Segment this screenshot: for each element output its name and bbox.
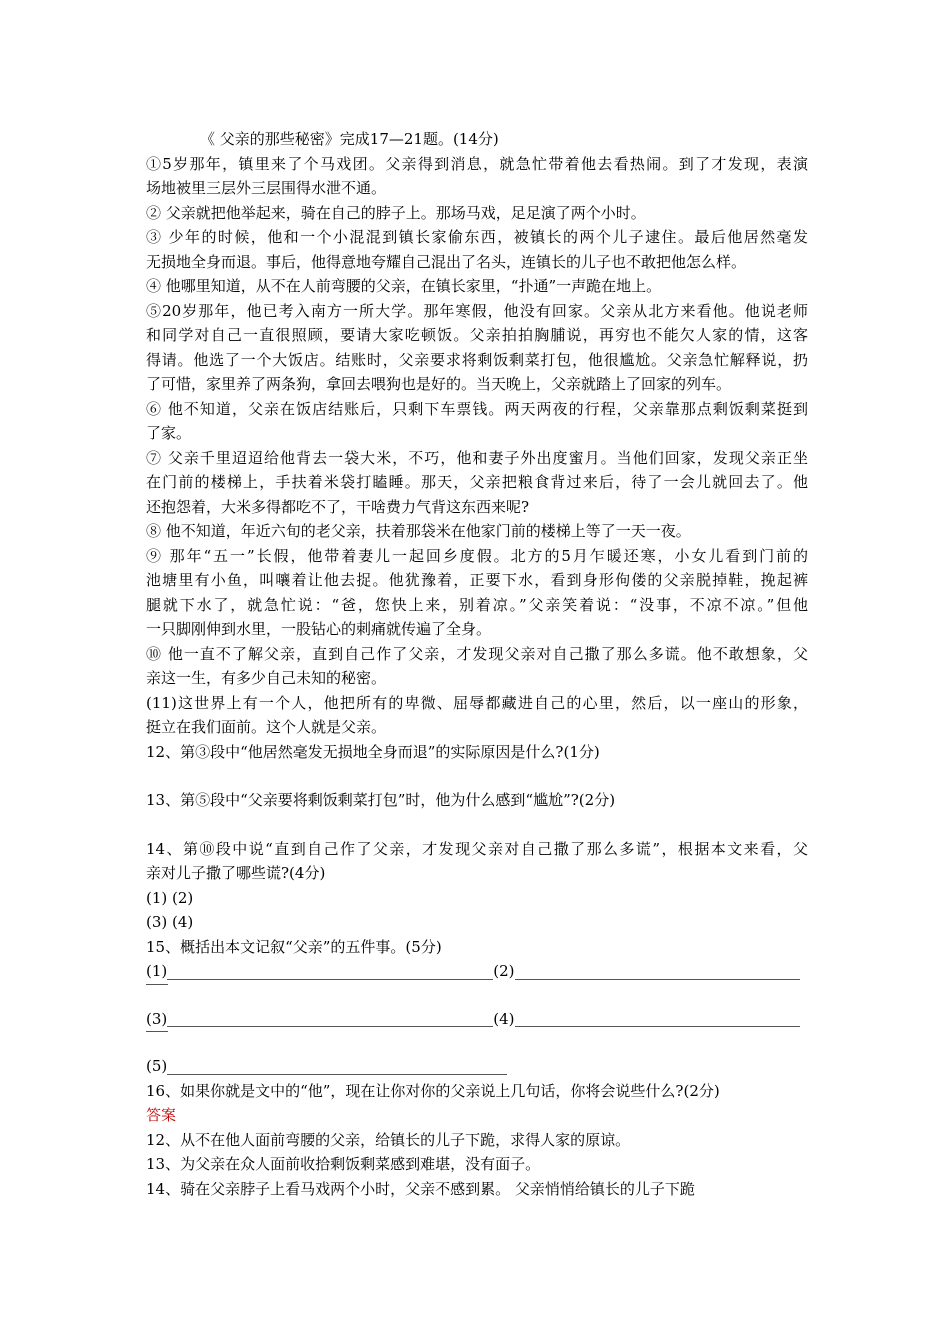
answer-blank-2[interactable] (515, 962, 800, 980)
paragraph-11-line: 挺立在我们面前。这个人就是父亲。 (146, 718, 387, 736)
document-page (146, 127, 808, 1201)
paragraph-9-line: 一只脚刚伸到水里，一股钻心的刺痛就传遍了全身。 (146, 620, 492, 638)
answer-blank-4[interactable] (515, 1009, 800, 1027)
blank-label-1: (1) (146, 962, 168, 980)
paragraph-5-line: ⑤20岁那年，他已考入南方一所大学。那年寒假，他没有回家。父亲从北方来看他。他说老师 (146, 301, 808, 320)
paragraph-8-line: ⑧ 他不知道，年近六旬的老父亲，扶着那袋米在他家门前的楼梯上等了一天一夜。 (146, 522, 691, 540)
paragraph-6-line: 了家。 (146, 424, 192, 442)
paragraph-3-line: ③ 少年的时候，他和一个小混混到镇长家偷东西，被镇长的两个儿子逮住。最后他居然毫发 (146, 228, 808, 246)
paragraph-5-line: 得请。他选了一个大饭店。结账时，父亲要求将剩饭剩菜打包，他很尴尬。父亲急忙解释说，扔 (146, 350, 808, 369)
answer-row-3-4 (146, 1007, 808, 1032)
question-14-answer-row-2: (3) (4) (146, 913, 194, 931)
question-14-line-2: 亲对儿子撒了哪些谎?(4分) (146, 864, 326, 882)
paragraph-10-line: 亲这一生，有多少自己未知的秘密。 (146, 669, 387, 687)
answer-heading: 答案 (146, 1106, 177, 1124)
answer-blank-3[interactable] (167, 1009, 493, 1027)
blank-label-3: (3) (146, 1009, 168, 1028)
paragraph-10-line: ⑩ 他一直不了解父亲，直到自己作了父亲，才发现父亲对自己撒了那么多谎。他不敢想象，父 (146, 644, 808, 663)
paragraph-9-line: 腿就下水了，就急忙说：“爸，您快上来，别着凉。”父亲笑着说：“没事，不凉不凉。”但他 (146, 595, 808, 614)
paragraph-5-line: 了可惜，家里养了两条狗，拿回去喂狗也是好的。当天晚上，父亲就踏上了回家的列车。 (146, 375, 732, 393)
question-13: 13、第⑤段中“父亲要将剩饭剩菜打包”时，他为什么感到“尴尬”?(2分) (146, 791, 616, 809)
question-14-answer-row-1: (1) (2) (146, 888, 194, 907)
question-12: 12、第③段中“他居然毫发无损地全身而退”的实际原因是什么?(1分) (146, 742, 600, 761)
answer-12: 12、从不在他人面前弯腰的父亲，给镇长的儿子下跪，求得人家的原谅。 (146, 1130, 631, 1149)
paragraph-1-line: ①5岁那年，镇里来了个马戏团。父亲得到消息，就急忙带着他去看热闹。到了才发现，表演 (146, 154, 808, 173)
paragraph-1-line: 场地被里三层外三层围得水泄不通。 (146, 179, 387, 197)
answer-row-5 (146, 1054, 808, 1079)
question-16: 16、如果你就是文中的“他”，现在让你对你的父亲说上几句话，你将会说些什么?(2分) (146, 1081, 720, 1100)
paragraph-2-line: ② 父亲就把他举起来，骑在自己的脖子上。那场马戏，足足演了两个小时。 (146, 203, 646, 222)
question-14-line-1: 14、第⑩段中说“直到自己作了父亲，才发现父亲对自己撒了那么多谎”，根据本文来看，父 (146, 839, 808, 858)
question-15: 15、概括出本文记叙“父亲”的五件事。(5分) (146, 937, 442, 956)
answer-14: 14、骑在父亲脖子上看马戏两个小时，父亲不感到累。 父亲悄悄给镇长的儿子下跪 (146, 1179, 695, 1198)
answer-blank-1[interactable] (167, 962, 493, 980)
paragraph-6-line: ⑥ 他不知道，父亲在饭店结账后，只剩下车票钱。两天两夜的行程，父亲靠那点剩饭剩菜挺到 (146, 399, 808, 418)
blank-continuation (146, 984, 168, 985)
answer-row-1-2 (146, 959, 808, 984)
paragraph-9-line: ⑨ 那年“五一”长假，他带着妻儿一起回乡度假。北方的5月乍暖还寒，小女儿看到门前的 (146, 546, 808, 565)
passage-title: 《 父亲的那些秘密》完成17—21题。(14分) (200, 130, 499, 148)
passage-body (146, 152, 808, 740)
blank-label-2: (2) (493, 962, 515, 980)
blank-label-4: (4) (493, 1009, 515, 1028)
paragraph-4-line: ④ 他哪里知道，从不在人前弯腰的父亲，在镇长家里，“扑通”一声跪在地上。 (146, 277, 662, 295)
paragraph-7-line: 在门前的楼梯上，手扶着米袋打瞌睡。那天，父亲把粮食背过来后，待了一会儿就回去了。他 (146, 473, 808, 491)
paragraph-7-line: 还抱怨着，大米多得都吃不了，干啥费力气背这东西来呢? (146, 497, 530, 516)
paragraph-5-line: 和同学对自己一直很照顾，要请大家吃顿饭。父亲拍拍胸脯说，再穷也不能欠人家的情，这客 (146, 326, 808, 344)
paragraph-11-line: (11)这世界上有一个人，他把所有的卑微、屈辱都藏进自己的心里，然后，以一座山的形象， (146, 693, 808, 712)
paragraph-7-line: ⑦ 父亲千里迢迢给他背去一袋大米，不巧，他和妻子外出度蜜月。当他们回家，发现父亲正坐 (146, 448, 808, 467)
answer-13: 13、为父亲在众人面前收拾剩饭剩菜感到难堪，没有面子。 (146, 1155, 541, 1173)
paragraph-3-line: 无损地全身而退。事后，他得意地夸耀自己混出了名头，连镇长的儿子也不敢把他怎么样。 (146, 252, 747, 271)
paragraph-9-line: 池塘里有小鱼，叫嚷着让他去捉。他犹豫着，正要下水，看到身形佝偻的父亲脱掉鞋，挽起裤 (146, 571, 808, 589)
blank-continuation (146, 1031, 168, 1032)
blank-label-5: (5) (146, 1057, 168, 1075)
answer-blank-5[interactable] (167, 1057, 507, 1075)
